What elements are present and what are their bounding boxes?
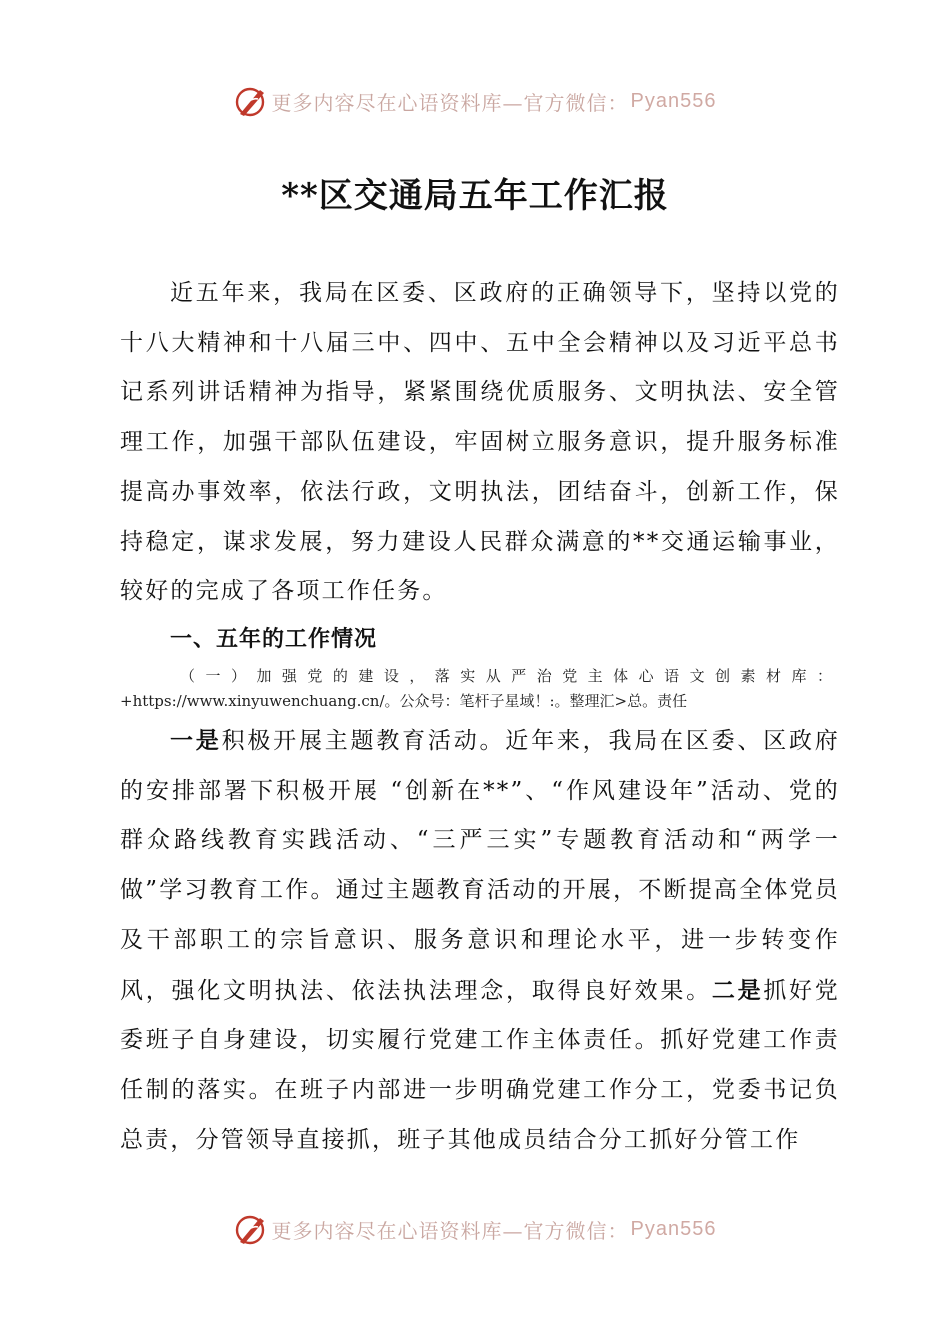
pen-logo-icon bbox=[234, 84, 268, 118]
footer-banner bbox=[0, 1212, 950, 1246]
sub-heading-tail: +https://www.xinyuwenchuang.cn/。公众号：笔杆子星域！:。整理汇>总。责任 bbox=[120, 692, 688, 710]
sub-heading-main: （一）加强党的建设，落实从严治党主体心语文创素材库： bbox=[180, 667, 842, 685]
section-heading: 一、五年的工作情况 bbox=[170, 627, 378, 652]
header-banner bbox=[0, 84, 950, 118]
sub-heading-line bbox=[120, 664, 842, 714]
banner-text: 更多内容尽在心语资料库—官方微信： bbox=[271, 90, 629, 115]
banner-text: 更多内容尽在心语资料库—官方微信： bbox=[271, 1218, 629, 1243]
document-title: **区交通局五年工作汇报 bbox=[281, 176, 669, 216]
lead-two: 二是 bbox=[711, 976, 764, 1004]
banner-handle: Pyan556 bbox=[630, 1217, 717, 1240]
intro-paragraph: 近五年来，我局在区委、区政府的正确领导下，坚持以党的十八大精神和十八届三中、四中、五中全会精神以及习近平总书记系列讲话精神为指导，紧紧围绕优质服务、文明执法、安全管理工作，加强干部队伍建设，牢固树立服务意识，提升服务标准提高办事效率，依法行政，文明执法，团结奋斗，创新工作，保持稳定，谋求发展，努力建设人民群众满意的**交通运输事业，较好的完成了各项工作任务。 bbox=[120, 280, 840, 605]
banner-handle: Pyan556 bbox=[630, 89, 717, 112]
text-one: 积极开展主题教育活动。近年来，我局在区委、区政府的安排部署下积极开展 “创新在**”、“作风建设年”活动、党的群众路线教育实践活动、“三严三实”专题教育活动和“两学一做”学习教育工作。通过主题教育活动的开展，不断提高全体党员及干部职工的宗旨意识、服务意识和理论水平，进一步转变作风，强化文明执法、依法执法理念，取得良好效果。 bbox=[120, 728, 840, 1004]
pen-logo-icon bbox=[234, 1212, 268, 1246]
text-two: 抓好党委班子自身建设，切实履行党建工作主体责任。抓好党建工作责任制的落实。在班子内部进一步明确党建工作分工，党委书记负总责，分管领导直接抓，班子其他成员结合分工抓好分管工作 bbox=[120, 977, 840, 1153]
work-paragraph bbox=[120, 716, 840, 1165]
lead-one: 一是 bbox=[170, 727, 222, 754]
